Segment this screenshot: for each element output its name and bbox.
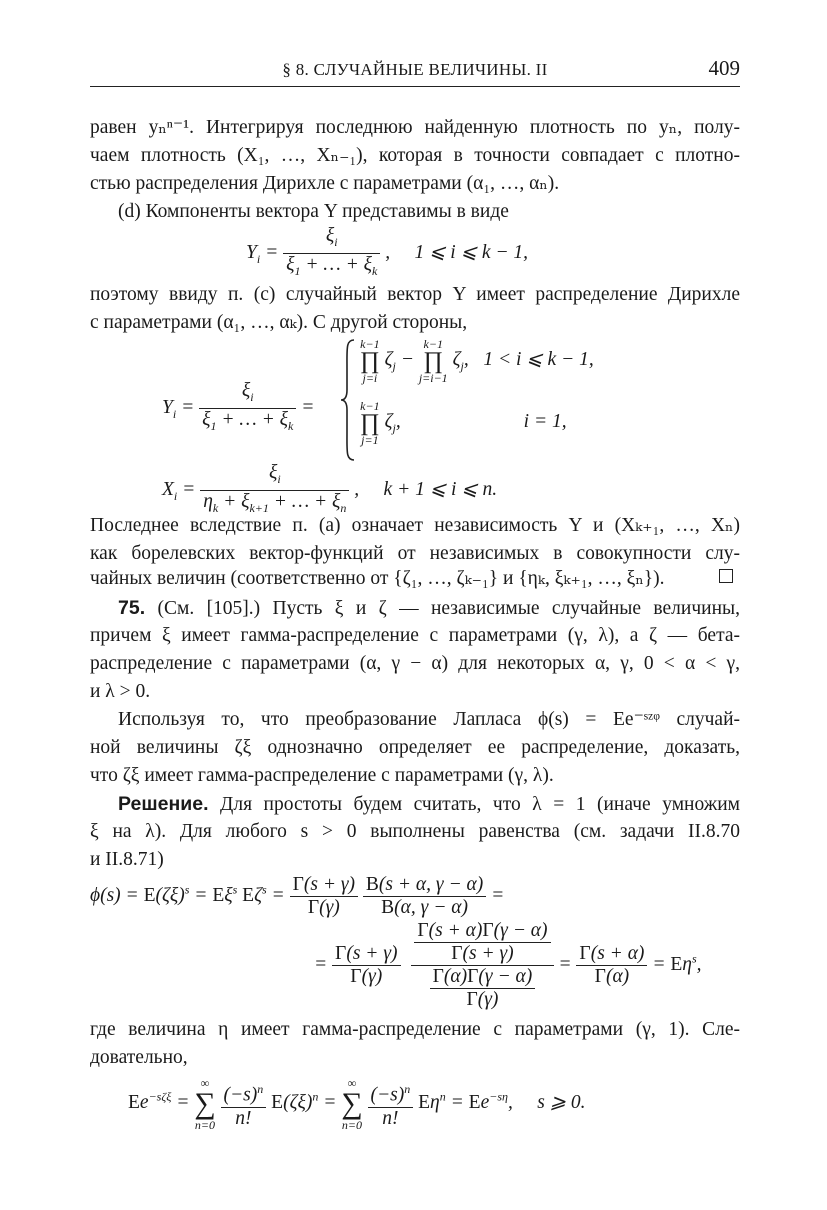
text-line: довательно, bbox=[90, 1047, 188, 1068]
text-line: Используя то, что преобразование Лапласа ϕ(s) = Ee⁻ˢᶻᵠ случай- bbox=[118, 709, 740, 730]
text-line: (d) Компоненты вектора Y представимы в виде bbox=[118, 201, 509, 222]
text-line: чайных величин (соответственно от {ζ₁, …, ζₖ₋₁} и {ηₖ, ξₖ₊₁, …, ξₙ}). bbox=[90, 568, 665, 589]
text-line: как борелевских вектор-функций от независимых в совокупности слу- bbox=[90, 543, 740, 564]
equation-xi: $X_i$ = $\frac{\xi_i}{\eta_k + \xi_{k+1} + \dots + \xi_n}$ , k + 1 ⩽ i ⩽ n. bbox=[162, 462, 498, 515]
qed-square-icon bbox=[719, 569, 733, 583]
text-line: поэтому ввиду п. (c) случайный вектор Y имеет распределение Дирихле bbox=[90, 284, 740, 305]
cases-brace bbox=[340, 338, 356, 462]
text-line: чаем плотность (X₁, …, Xₙ₋₁), которая в точности совпадает с плотно- bbox=[90, 145, 740, 166]
equation-laplace-line-1: $\phi(s) = E(\zeta\xi)^s = E\xi^s$ $E\zeta^s$ = $\frac{\Gamma(s + \gamma)}{\Gamma(\gamma)}$ $\frac{B(s + \alpha, \gamma - \alpha)}{B(\alpha, \gamma - \alpha)}$ = bbox=[90, 874, 505, 918]
text-line: равен yₙⁿ⁻¹. Интегрируя последнюю найденную плотность по yₙ, полу- bbox=[90, 117, 740, 138]
text-line: распределение с параметрами (α, γ − α) для некоторых α, γ, 0 < α < γ, bbox=[90, 653, 740, 674]
text-line: ной величины ζξ однозначно определяет ее распределение, доказать, bbox=[90, 737, 740, 758]
equation-case-2: k−1 ∏ j=1 $\zeta_j$, i = 1, bbox=[360, 399, 567, 447]
page-number: 409 bbox=[708, 56, 740, 80]
equation-laplace-line-2: = $\frac{\Gamma(s + \gamma)}{\Gamma(\gamma)}$ $\frac{\frac{\Gamma(s + \alpha)\Gamma(\gamma - \alpha)}{\Gamma(s + \gamma)}}{\frac{\Gamma(\alpha)\Gamma(\gamma - \alpha)}{\Gamma(\gamma)}}$ = $\frac{\Gamma(s + \alpha)}{\Gamma(\alpha)}$ = $E\eta^s$, bbox=[314, 920, 702, 1010]
text-line: стью распределения Дирихле с параметрами (α₁, …, αₙ). bbox=[90, 173, 560, 194]
text-line: и II.8.71) bbox=[90, 849, 164, 870]
section-title: § 8. СЛУЧАЙНЫЕ ВЕЛИЧИНЫ. II bbox=[282, 60, 548, 79]
solution-text: Для простоты будем считать, что λ = 1 (иначе умножим bbox=[220, 794, 741, 815]
equation-series: $Ee^{-s\zeta\xi}$ = ∞ ∑ n=0 $\frac{(-s)^n}{n!}$ $E(\zeta\xi)^n$ = ∞ ∑ n=0 $\frac{(-s)^n}{n!}$ $E\eta^n = Ee^{-s\eta}$, s ⩾ 0. bbox=[128, 1076, 586, 1132]
text-line bbox=[118, 790, 740, 819]
text-line: ξ на λ). Для любого s > 0 выполнены равенства (см. задачи II.8.70 bbox=[90, 821, 740, 842]
text-line: причем ξ имеет гамма-распределение с параметрами (γ, λ), а ζ — бета- bbox=[90, 625, 740, 646]
solution-label: Решение. bbox=[118, 793, 209, 815]
running-header bbox=[90, 58, 740, 87]
text-line: и λ > 0. bbox=[90, 681, 151, 702]
equation-yi-fraction: $Y_i$ = $\frac{\xi_i}{\xi_1 + \dots + \xi_k}$ = bbox=[162, 380, 315, 433]
equation-yi: $Y_i$ = $\frac{\xi_i}{\xi_1 + \dots + \xi_k}$ , 1 ⩽ i ⩽ k − 1, bbox=[246, 225, 529, 278]
text-line: что ζξ имеет гамма-распределение с параметрами (γ, λ). bbox=[90, 765, 554, 786]
problem-text: (См. [105].) Пусть ξ и ζ — независимые случайные величины, bbox=[157, 598, 740, 619]
text-line: Последнее вследствие п. (a) означает независимость Y и (Xₖ₊₁, …, Xₙ) bbox=[90, 515, 740, 536]
text-line: где величина η имеет гамма-распределение с параметрами (γ, 1). Сле- bbox=[90, 1019, 740, 1040]
problem-number: 75. bbox=[118, 597, 146, 619]
text-line: с параметрами (α₁, …, αₖ). С другой стороны, bbox=[90, 312, 468, 333]
text-line bbox=[118, 594, 740, 623]
equation-case-1: k−1 ∏ j=i $\zeta_j$ − k−1 ∏ j=i−1 $\zeta_j$, 1 < i ⩽ k − 1, bbox=[360, 337, 594, 385]
